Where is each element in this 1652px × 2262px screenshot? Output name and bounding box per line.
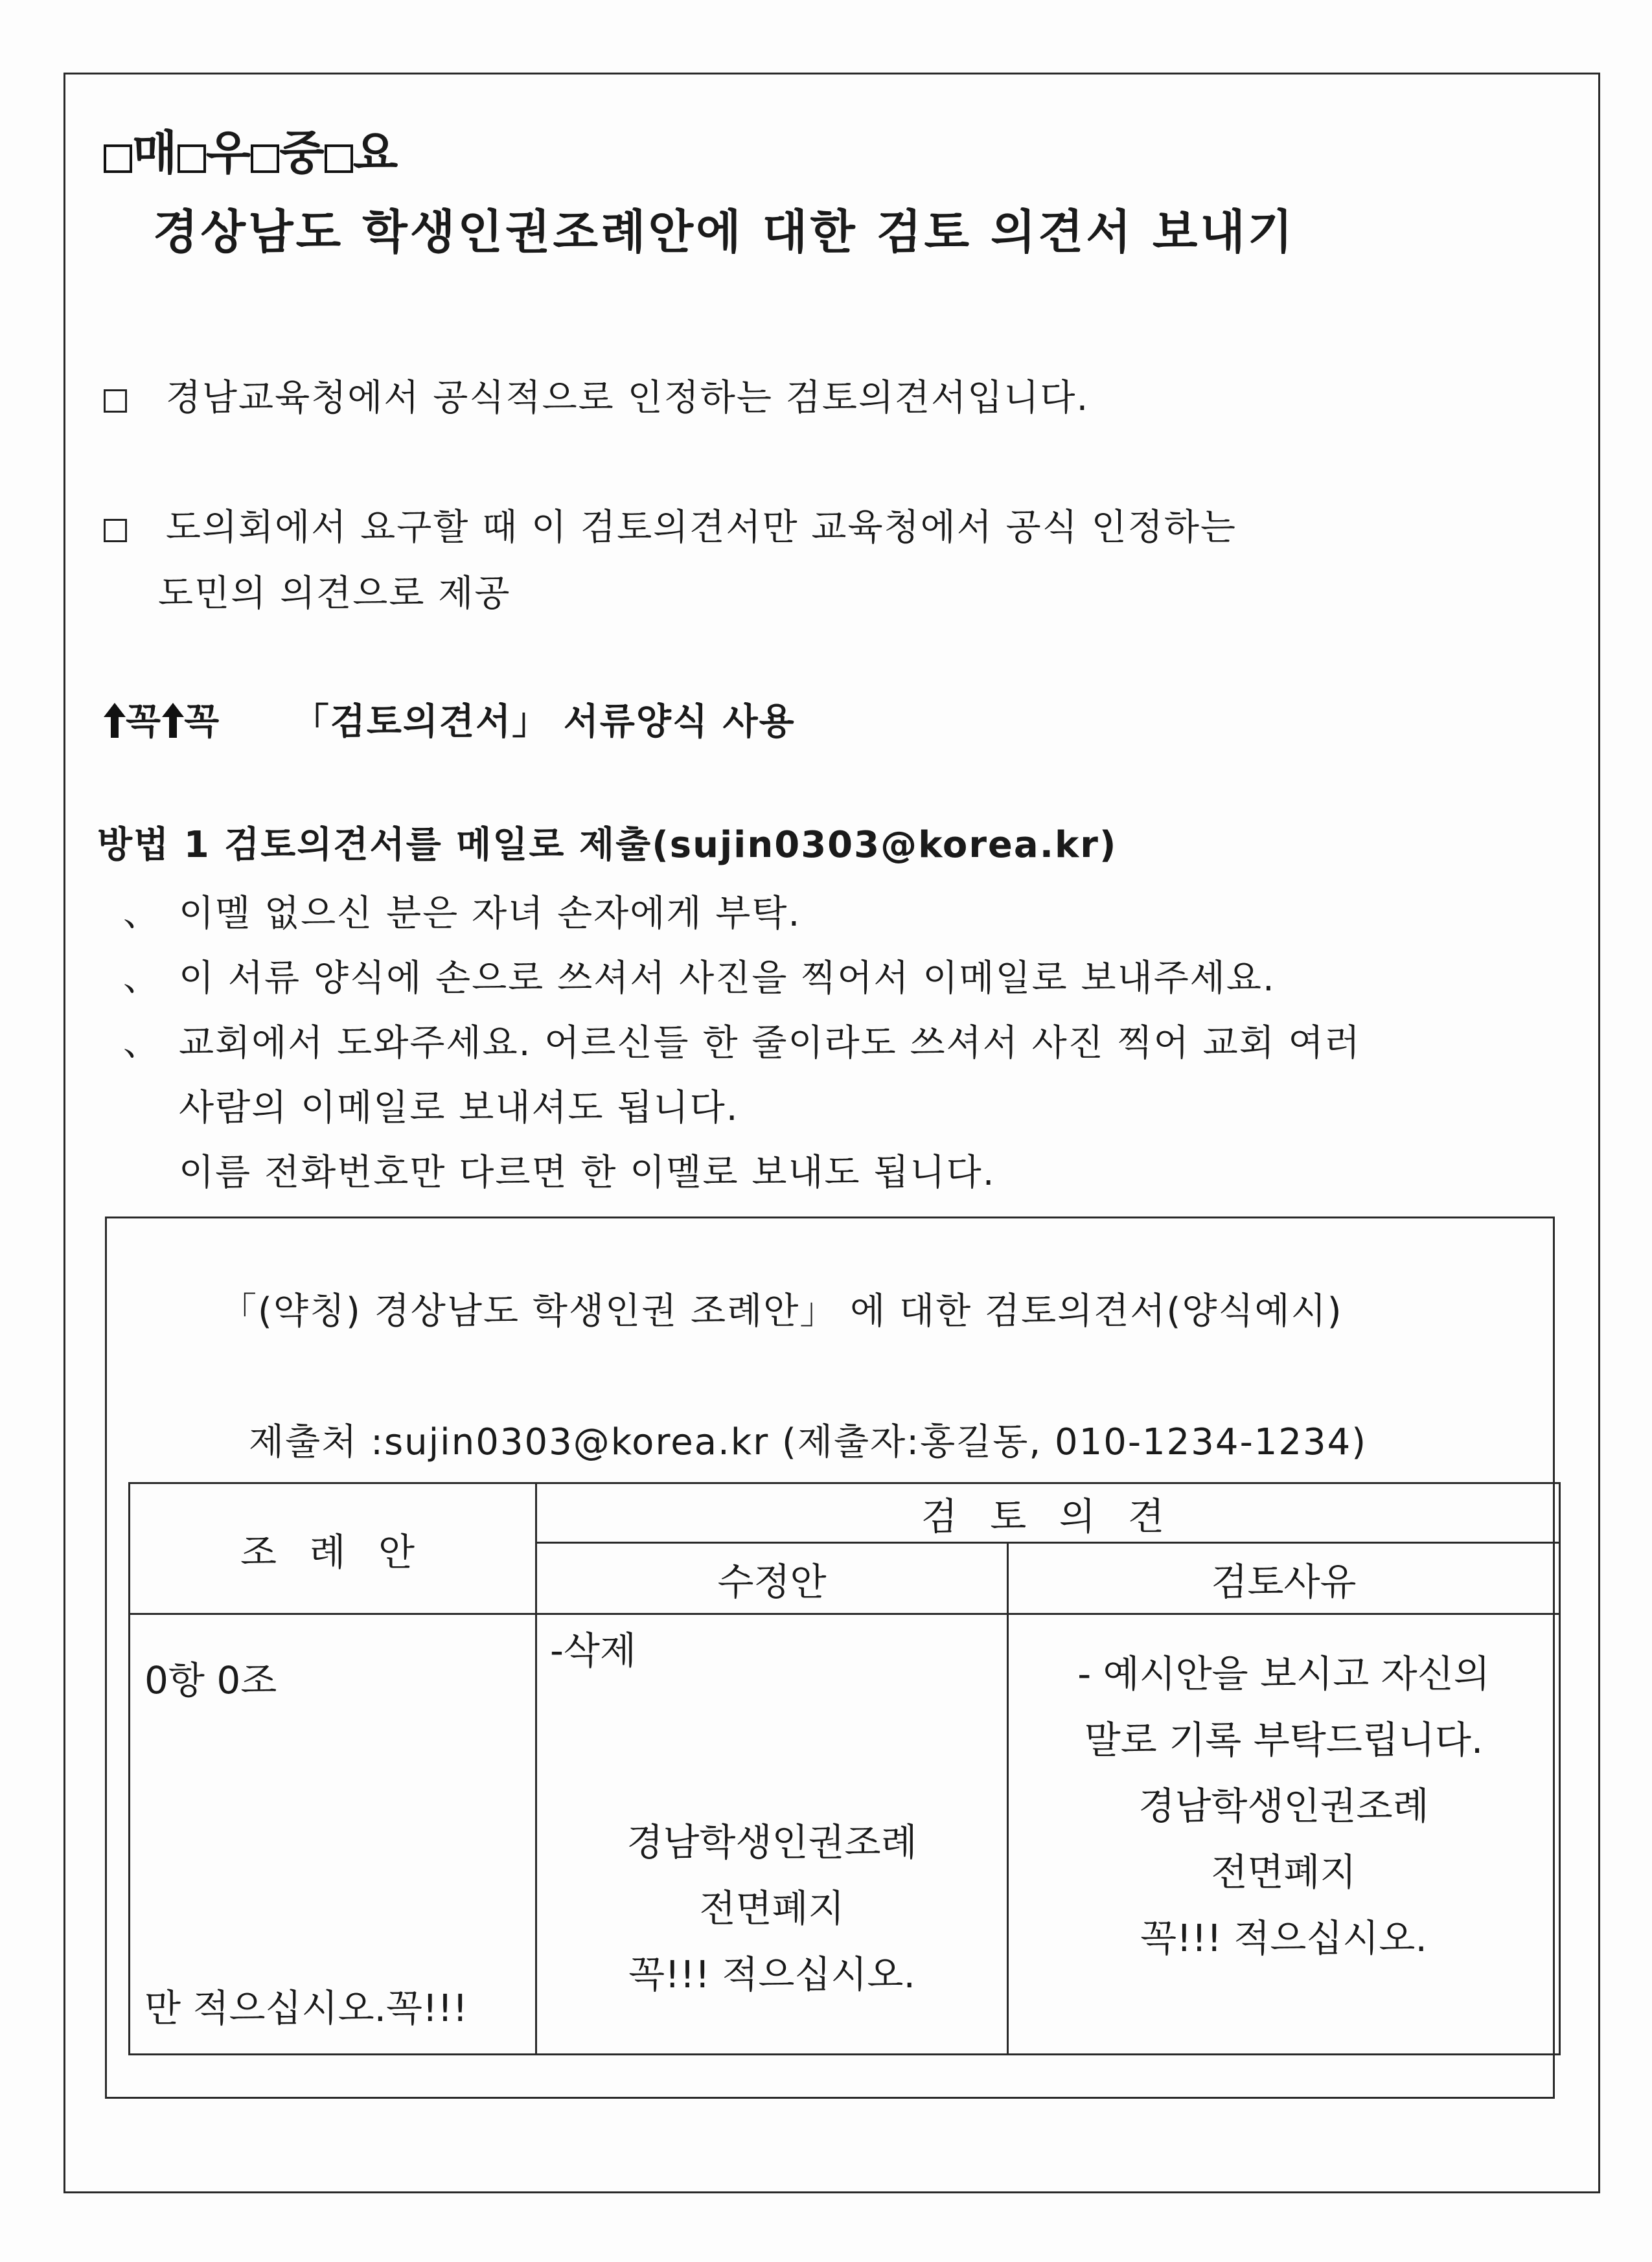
page-title: 경상남도 학생인권조례안에 대한 검토 의견서 보내기 (153, 205, 1296, 259)
reason-line: 전면폐지 (1211, 1850, 1357, 1894)
bullet-mark: 、 (123, 957, 161, 1000)
reason-line: 말로 기록 부탁드립니다. (1084, 1718, 1484, 1762)
method-item-line: 사람의 이메일로 보내셔도 됩니다. (179, 1087, 739, 1129)
revision-line: 전면폐지 (699, 1886, 845, 1930)
bullet-mark: 、 (123, 893, 161, 935)
method-item: 이멜 없으신 분은 자녀 손자에게 부탁. (179, 893, 801, 935)
reason-line: 꼭!!! 적으십시오. (1140, 1916, 1427, 1960)
notice-line: 도민의 의견으로 제공 (158, 573, 511, 615)
checkbox-icon (178, 144, 206, 173)
urgent-char: 매 (132, 126, 178, 180)
reason-cell (1008, 1614, 1560, 2055)
must-word: 꼭 (126, 701, 163, 743)
form-submit-to: 제출처 :sujin0303@korea.kr (제출자:홍길동, 010-1234-1234) (249, 1421, 1368, 1463)
arrow-up-icon (162, 703, 184, 738)
checkbox-icon (104, 519, 127, 542)
reason-body (1009, 1641, 1559, 1971)
col-review-header: 검 토 의 견 (536, 1483, 1560, 1543)
method-item: 교회에서 도와주세요. 어르신들 한 줄이라도 쓰셔서 사진 찍어 교회 여러 (179, 1022, 1361, 1064)
col-revision-header: 수정안 (536, 1543, 1008, 1614)
notice-1 (104, 369, 1089, 421)
urgent-char: 요 (352, 126, 398, 180)
method-item-line: 이름 전화번호만 다르면 한 이멜로 보내도 됩니다. (179, 1152, 996, 1194)
method-item: 이 서류 양식에 손으로 쓰셔서 사진을 찍어서 이메일로 보내주세요. (179, 957, 1276, 1000)
form-title: 「(약칭) 경상남도 학생인권 조례안」 에 대한 검토의견서(양식예시) (220, 1290, 1343, 1332)
review-table (128, 1482, 1561, 2055)
article-label: 0항 0조 (144, 1658, 277, 1702)
checkbox-icon (325, 144, 353, 173)
must-use-line (104, 693, 796, 745)
revision-top: -삭제 (550, 1628, 636, 1673)
arrow-up-icon (104, 703, 126, 738)
notice-line: 도의회에서 요구할 때 이 검토의견서만 교육청에서 공식 인정하는 (165, 507, 1237, 549)
article-note: 만 적으십시오.꼭!!! (144, 1986, 468, 2030)
col-reason-header: 검토사유 (1008, 1543, 1560, 1614)
urgent-char: 중 (279, 126, 325, 180)
col-ordinance-header: 조 례 안 (130, 1483, 536, 1614)
checkbox-icon (104, 144, 132, 173)
urgent-banner (104, 115, 398, 183)
bullet-mark: 、 (123, 1022, 161, 1064)
revision-cell (536, 1614, 1008, 2055)
urgent-char: 우 (205, 126, 251, 180)
notice-2 (104, 499, 1237, 551)
must-use-text: 「검토의견서」 서류양식 사용 (292, 701, 796, 743)
revision-body (537, 1809, 1007, 2007)
revision-line: 꼭!!! 적으십시오. (628, 1952, 915, 1996)
must-word: 꼭 (184, 701, 221, 743)
reason-line: 경남학생인권조례 (1138, 1784, 1429, 1828)
checkbox-icon (251, 144, 279, 173)
ordinance-cell (130, 1614, 536, 2055)
method-heading: 방법 1 검토의견서를 메일로 제출(sujin0303@korea.kr) (97, 824, 1118, 866)
reason-line: - 예시안을 보시고 자신의 (1077, 1652, 1490, 1696)
notice-line: 경남교육청에서 공식적으로 인정하는 검토의견서입니다. (165, 377, 1090, 419)
checkbox-icon (104, 389, 127, 413)
revision-line: 경남학생인권조례 (626, 1820, 917, 1864)
